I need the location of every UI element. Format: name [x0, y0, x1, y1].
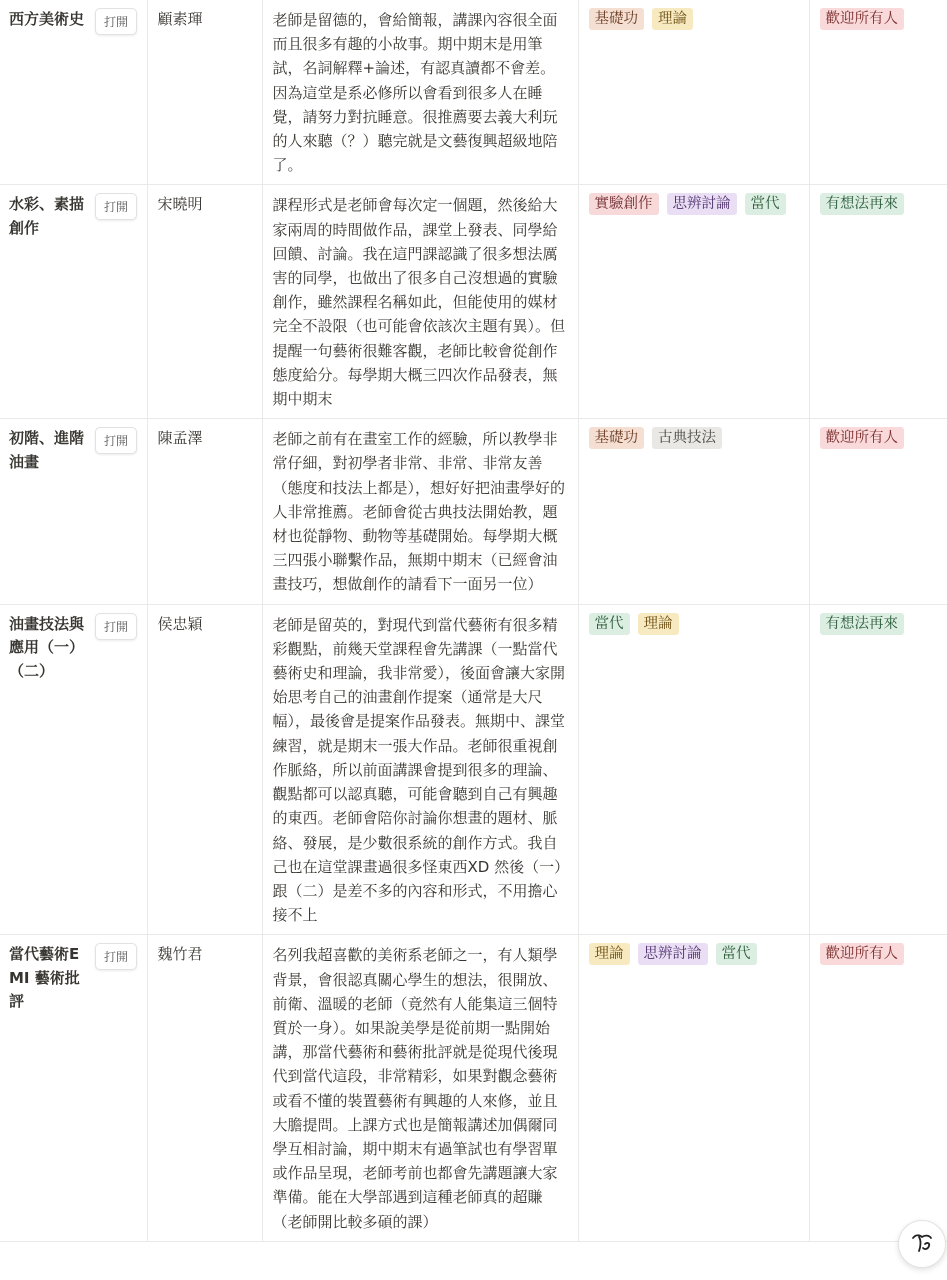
tag: 古典技法 — [652, 427, 722, 449]
open-button[interactable]: 打開 — [95, 8, 137, 35]
review-cell[interactable] — [262, 0, 578, 185]
open-button[interactable]: 打開 — [95, 943, 137, 970]
course-name: 西方美術史 — [9, 10, 85, 28]
audience-cell[interactable] — [809, 185, 947, 419]
table-row — [0, 935, 947, 1241]
table-row — [0, 419, 947, 604]
open-button[interactable]: 打開 — [95, 613, 137, 640]
tag: 當代 — [589, 613, 630, 635]
tag: 思辨討論 — [667, 193, 737, 215]
teacher-cell[interactable] — [147, 935, 262, 1241]
tag: 基礎功 — [589, 8, 645, 30]
audience-tag: 有想法再來 — [820, 613, 905, 635]
review-text: 老師是留英的，對現代到當代藝術有很多精彩觀點，前幾天堂課程會先講課（一點當代藝術史和理論，我非常愛），後面會讓大家開始思考自己的油畫創作提案（通常是大尺幅），最後會是提案作品發表。無期中、課堂練習，就是期末一張大作品。老師很重視創作脈絡，所以前面講課會提到很多的理論、觀點都可以認真聽，可能會聽到自己有興趣的東西。老師會陪你討論你想畫的題材、脈絡、發展，是少數很系統的創作方式。我自己也在這堂課畫過很多怪東西XD 然後（一）跟（二）是差不多的內容和形式，不用擔心接不上 — [272, 615, 566, 925]
review-text: 老師之前有在畫室工作的經驗，所以教學非常仔細，對初學者非常、非常、非常友善（態度和技法上都是），想好好把油畫學好的人非常推薦。老師會從古典技法開始教，題材也從靜物、動物等基礎開始。每學期大概三四張小聯繫作品，無期中期末（已經會油畫技巧，想做創作的請看下一面另一位） — [272, 430, 566, 594]
teacher-name: 顧素琿 — [157, 10, 203, 28]
audience-cell[interactable] — [809, 0, 947, 185]
teacher-name: 魏竹君 — [157, 945, 203, 964]
teacher-name: 宋曉明 — [157, 195, 203, 214]
table-row — [0, 185, 947, 419]
teacher-name: 陳孟澤 — [157, 429, 203, 448]
course-name-cell[interactable] — [0, 935, 147, 1241]
open-button[interactable]: 打開 — [95, 193, 137, 220]
teacher-name: 侯忠穎 — [157, 614, 203, 633]
review-text: 老師是留德的，會給簡報，講課內容很全面而且很多有趣的小故事。期中期末是用筆試，名詞解釋+論述，有認真讀都不會差。因為這堂是系必修所以會看到很多人在睡覺，請努力對抗睡意。很推薦要去義大利玩的人來聽（？）聽完就是文藝復興超級地陪了。 — [272, 11, 558, 175]
teacher-cell[interactable] — [147, 0, 262, 185]
course-name: 初階、進階油畫 — [9, 429, 85, 471]
review-cell[interactable] — [262, 935, 578, 1241]
teacher-cell[interactable] — [147, 419, 262, 604]
audience-tag: 有想法再來 — [820, 193, 905, 215]
review-text: 課程形式是老師會每次定一個題，然後給大家兩周的時間做作品，課堂上發表、同學給回饋、討論。我在這門課認識了很多想法厲害的同學，也做出了很多自己沒想過的實驗創作，雖然課程名稱如此，但能使用的媒材完全不設限（也可能會依該次主題有異）。但提醒一句藝術很難客觀，老師比較會從創作態度給分。每學期大概三四次作品發表，無期中期末 — [272, 196, 566, 409]
audience-tag: 歡迎所有人 — [820, 427, 905, 449]
tag: 思辨討論 — [638, 943, 708, 965]
review-cell[interactable] — [262, 185, 578, 419]
audience-tag: 歡迎所有人 — [820, 943, 905, 965]
audience-tag: 歡迎所有人 — [820, 8, 905, 30]
review-cell[interactable] — [262, 419, 578, 604]
tag: 當代 — [716, 943, 757, 965]
course-name: 當代藝術EMI 藝術批評 — [9, 945, 80, 1011]
audience-cell[interactable] — [809, 935, 947, 1241]
tag: 理論 — [638, 613, 679, 635]
course-name-cell[interactable] — [0, 0, 147, 185]
tags-cell[interactable] — [578, 185, 809, 419]
teacher-cell[interactable] — [147, 185, 262, 419]
tag: 實驗創作 — [589, 193, 659, 215]
tag: 理論 — [589, 943, 630, 965]
tags-cell[interactable] — [578, 419, 809, 604]
teacher-cell[interactable] — [147, 604, 262, 935]
course-name-cell[interactable] — [0, 604, 147, 935]
course-name-cell[interactable] — [0, 419, 147, 604]
pen-scribble-icon[interactable] — [898, 1220, 946, 1268]
open-button[interactable]: 打開 — [95, 427, 137, 454]
table-row — [0, 604, 947, 935]
tags-cell[interactable] — [578, 935, 809, 1241]
review-text: 名列我超喜歡的美術系老師之一，有人類學背景，會很認真關心學生的想法，很開放、前衛、溫暖的老師（竟然有人能集這三個特質於一身）。如果說美學是從前期一點開始講，那當代藝術和藝術批評就是從現代後現代到當代這段，非常精彩，如果對觀念藝術或看不懂的裝置藝術有興趣的人來修，並且大膽提問。上課方式也是簡報講述加偶爾同學互相討論，期中期末有過筆試也有學習單或作品呈現，老師考前也都會先講題讓大家準備。能在大學部遇到這種老師真的超賺（老師開比較多碩的課） — [272, 946, 558, 1231]
tag: 基礎功 — [589, 427, 645, 449]
audience-cell[interactable] — [809, 419, 947, 604]
course-name: 油畫技法與應用（一）（二） — [9, 614, 85, 680]
tags-cell[interactable] — [578, 0, 809, 185]
tag: 理論 — [652, 8, 693, 30]
table-row — [0, 0, 947, 185]
tag: 當代 — [745, 193, 786, 215]
course-name-cell[interactable] — [0, 185, 147, 419]
review-cell[interactable] — [262, 604, 578, 935]
tags-cell[interactable] — [578, 604, 809, 935]
audience-cell[interactable] — [809, 604, 947, 935]
course-name: 水彩、素描創作 — [9, 195, 85, 237]
